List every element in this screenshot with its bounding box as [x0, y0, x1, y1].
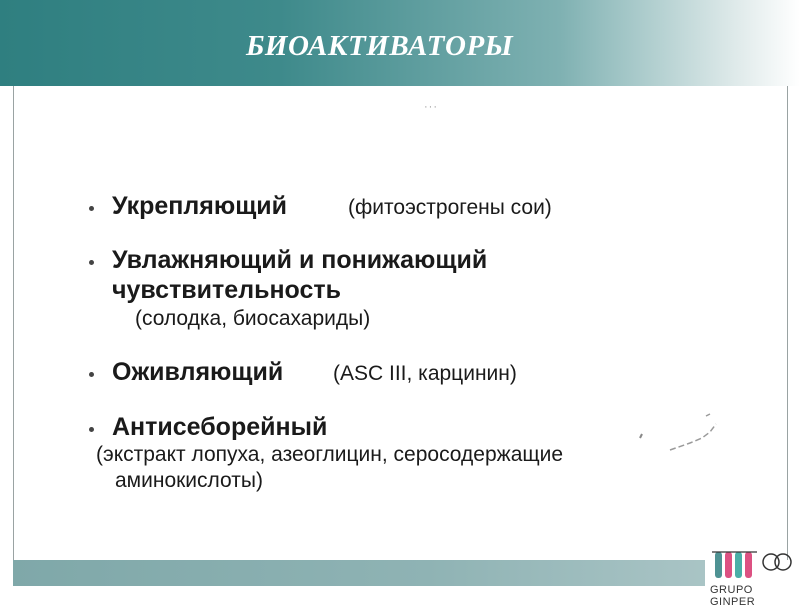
decorative-scratch-marks — [630, 410, 730, 470]
test-tubes-icon — [707, 546, 800, 586]
bullet-main: Антисеборейный — [112, 413, 328, 441]
bullet-dot — [89, 260, 94, 265]
bullet-main-continued: чувствительность — [112, 276, 342, 304]
bullet-main: Увлажняющий и понижающий — [112, 246, 488, 274]
bullet-detail: (солодка, биосахариды) — [135, 307, 371, 330]
logo-text: GRUPO GINPER — [710, 584, 756, 608]
decorative-dots: ··· — [424, 101, 438, 113]
bullet-detail: (экстракт лопуха, азеоглицин, серосодержащие — [96, 443, 564, 466]
bullet-dot — [89, 427, 94, 432]
bullet-detail-continued: аминокислоты) — [115, 469, 263, 492]
bullet-detail: (фитоэстрогены сои) — [348, 196, 552, 219]
bullet-main: Укрепляющий — [112, 192, 288, 220]
bullet-dot — [89, 206, 94, 211]
bullet-detail: (ASC III, карцинин) — [333, 362, 517, 385]
bullet-main: Оживляющий — [112, 358, 284, 386]
slide-title: БИОАКТИВАТОРЫ — [246, 30, 514, 62]
bullet-dot — [89, 372, 94, 377]
